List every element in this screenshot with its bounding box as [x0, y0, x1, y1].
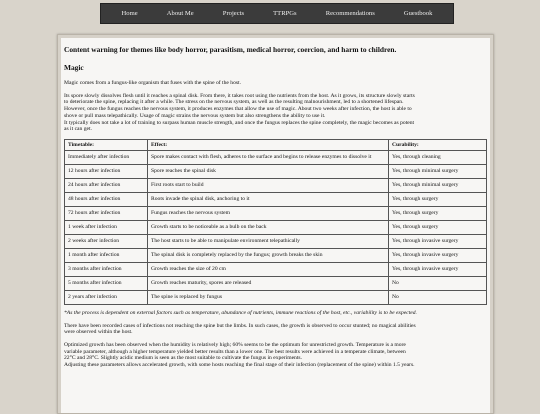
table-cell-effect: The spinal disk is completely replaced by the fungus; growth breaks the skin [148, 248, 389, 262]
table-header-effect: Effect: [148, 139, 389, 150]
table-cell-effect: Growth reaches maturity, spores are released [148, 276, 389, 290]
content-warning: Content warning for themes like body horror, parasitism, medical horror, coercion, and harm to children. [64, 45, 397, 54]
nav-link-about-me[interactable]: About Me [166, 10, 194, 17]
intro-paragraph: Magic comes from a fungus-like organism that fuses with the spine of the host. [64, 80, 241, 86]
table-row [65, 164, 487, 178]
nav-link-projects[interactable]: Projects [222, 10, 245, 17]
table-cell-time: Immediately after infection [65, 150, 148, 164]
article [61, 38, 490, 413]
content-panel [57, 34, 494, 414]
infection-timetable [64, 139, 487, 305]
variability-note: *As the process is dependent on external factors such as temperature, abundance of nutrients, immune reactions of the host, etc., variability is to be expected. [64, 309, 417, 316]
table-cell-effect: Fungus reaches the nervous system [148, 206, 389, 220]
table-cell-curability: Yes, through invasive surgery [389, 234, 487, 248]
table-cell-time: 48 hours after infection [65, 192, 148, 206]
table-row [65, 220, 487, 234]
table-cell-time: 2 years after infection [65, 290, 148, 304]
table-cell-curability: Yes, through cleaning [389, 150, 487, 164]
table-header-row [65, 139, 487, 150]
table-row [65, 192, 487, 206]
table-cell-effect: Roots invade the spinal disk, anchoring to it [148, 192, 389, 206]
table-row [65, 206, 487, 220]
limb-infection-paragraph: There have been recorded cases of infections not reaching the spine but the limbs. In such cases, the growth is observed to occur stunted; no magical abilities were observed within the host. [64, 322, 416, 336]
table-cell-effect: The host starts to be able to manipulate environment telepathically [148, 234, 389, 248]
table-header-timetable: Timetable: [65, 139, 148, 150]
table-cell-effect: Growth starts to be noticeable as a bulb on the back [148, 220, 389, 234]
description-paragraph: Its spore slowly dissolves flesh until it reaches a spinal disk. From there, it takes root using the nutrients from the host. As it grows, its structure slowly starts to deteriorate the spine, replacing it after a while. The stress on the nervous system, as well as the resulting malnourishment, led to a shortened lifespan. However, once the fungus reaches the nervous system, it produces enzymes that allow the use of magic. About two weeks after infection, the host is able to shove or pull mass telepathically. Usage of magic strains the nervous system but also strengthens the ability to use it. It typically does not take a lot of training to surpass human muscle strength, and once the fungus replaces the spine completely, the magic becomes as potent as it can get. [64, 92, 415, 133]
table-cell-time: 2 weeks after infection [65, 234, 148, 248]
table-cell-effect: Spore reaches the spinal disk [148, 164, 389, 178]
nav-link-recommendations[interactable]: Recommendations [325, 10, 375, 17]
table-cell-curability: Yes, through invasive surgery [389, 248, 487, 262]
table-cell-curability: Yes, through invasive surgery [389, 262, 487, 276]
table-cell-curability: Yes, through surgery [389, 206, 487, 220]
table-cell-curability: Yes, through minimal surgery [389, 178, 487, 192]
table-cell-curability: No [389, 276, 487, 290]
table-cell-effect: The spine is replaced by fungus [148, 290, 389, 304]
table-cell-time: 72 hours after infection [65, 206, 148, 220]
nav-link-home[interactable]: Home [121, 10, 138, 17]
growth-conditions-paragraph: Optimized growth has been observed when the humidity is relatively high; 60% seems to be the optimum for unrestricted growth. Temperature is a more variable parameter, although a higher temperature yielded better results than a lower one. The best results were achieved in a temperate climate, between 22°C and 28°C. Slightly acidic medium is seen as the most suitable to cultivate the fungus in experiments. Adjusting these parameters allows accelerated growth, with some hosts reaching the final stage of their infection (replacement of the spine) within 1.5 years. [64, 342, 415, 369]
table-row [65, 248, 487, 262]
table-row [65, 262, 487, 276]
table-row [65, 178, 487, 192]
table-cell-curability: No [389, 290, 487, 304]
table-cell-curability: Yes, through surgery [389, 192, 487, 206]
table-row [65, 276, 487, 290]
table-cell-time: 12 hours after infection [65, 164, 148, 178]
table-cell-time: 1 month after infection [65, 248, 148, 262]
table-cell-curability: Yes, through surgery [389, 220, 487, 234]
table-cell-time: 1 week after infection [65, 220, 148, 234]
table-row [65, 290, 487, 304]
table-cell-curability: Yes, through minimal surgery [389, 164, 487, 178]
table-cell-effect: First roots start to build [148, 178, 389, 192]
nav-link-ttrpgs[interactable]: TTRPGs [273, 10, 297, 17]
table-cell-effect: Spore makes contact with flesh, adheres to the surface and begins to release enzymes to dissolve it [148, 150, 389, 164]
table-header-curability: Curability: [389, 139, 487, 150]
table-cell-time: 5 months after infection [65, 276, 148, 290]
table-row [65, 150, 487, 164]
section-heading-magic: Magic [64, 63, 84, 72]
table-cell-time: 3 months after infection [65, 262, 148, 276]
nav-link-guestbook[interactable]: Guestbook [403, 10, 433, 17]
table-cell-time: 24 hours after infection [65, 178, 148, 192]
table-row [65, 234, 487, 248]
table-cell-effect: Growth reaches the size of 20 cm [148, 262, 389, 276]
top-navigation [100, 3, 454, 24]
